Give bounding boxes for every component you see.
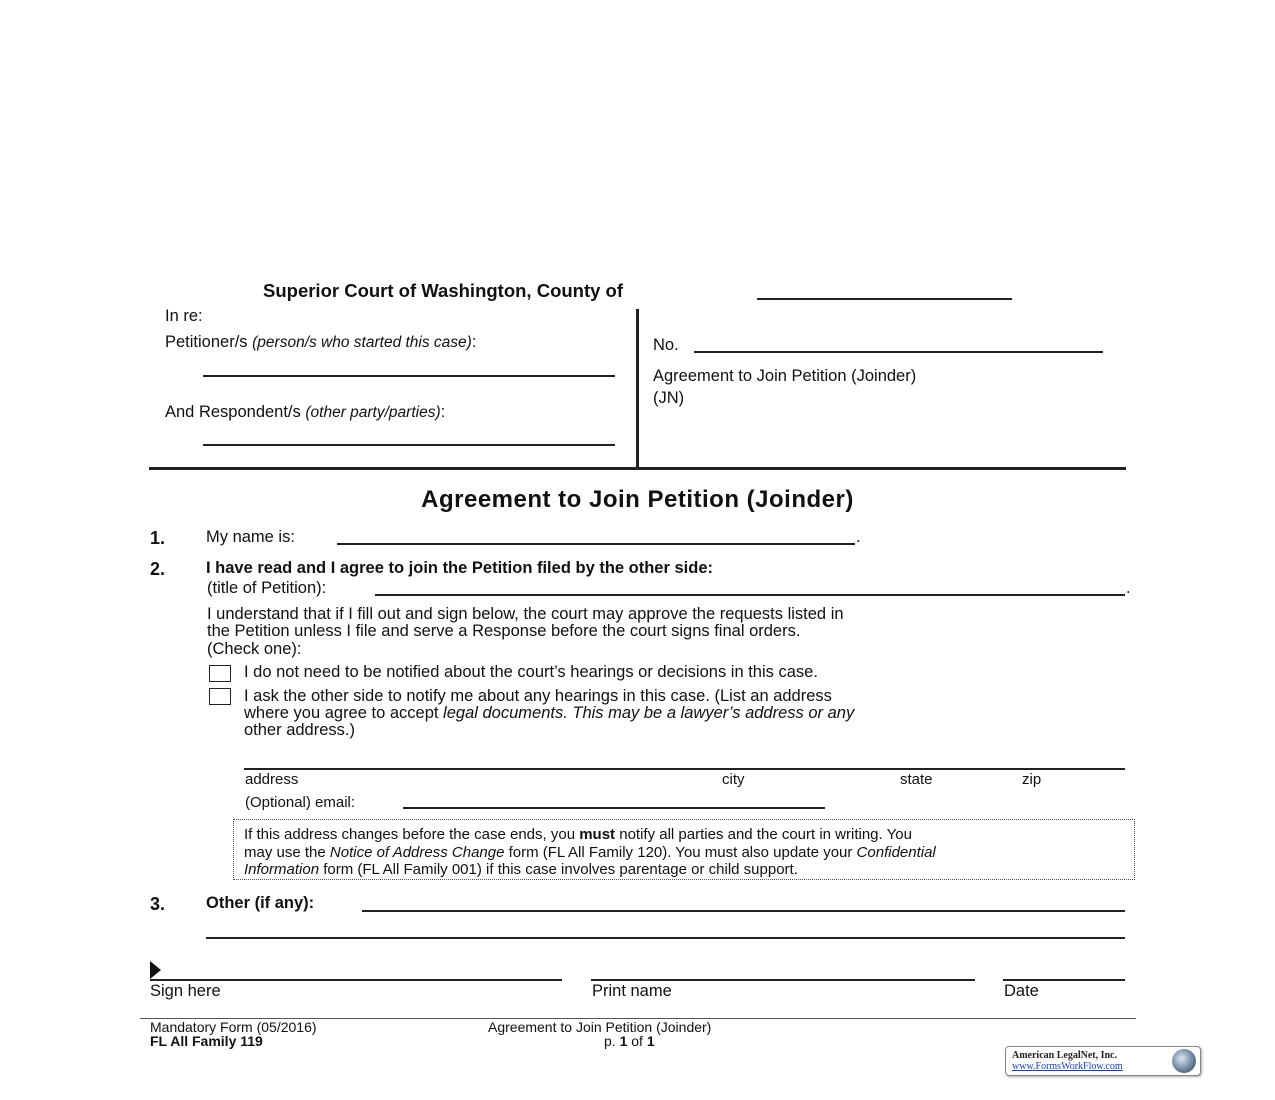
print-name-label: Print name [592,982,672,1000]
item3-number: 3. [150,894,166,914]
petitioner-label [165,334,476,351]
item2-number: 2. [150,559,166,579]
respondent-label [165,404,445,421]
address-change-notice [233,819,1135,880]
case-no-field[interactable] [694,351,1103,353]
address-label: address [245,771,299,788]
footer-page: p. 1 of 1 [604,1033,655,1049]
item3-label: Other (if any): [206,894,315,912]
footer-mandatory: Mandatory Form (05/2016) [150,1019,317,1035]
item2-period: . [1126,579,1131,597]
item1-label: My name is: [206,528,295,546]
email-label: (Optional) email: [245,794,356,811]
respondent-field[interactable] [203,444,615,446]
footer-form-id: FL All Family 119 [150,1033,263,1049]
caption-divider [636,309,639,469]
option2-line2-italic: legal documents. This may be a lawyer’s address or any [443,704,855,722]
main-title: Agreement to Join Petition (Joinder) [421,486,854,513]
date-label: Date [1004,982,1039,1000]
other-field-line2[interactable] [206,937,1125,939]
signature-field[interactable] [150,979,562,981]
option2-line1: I ask the other side to notify me about any hearings in this case. (List an address [244,687,832,705]
petitioner-field[interactable] [203,375,615,377]
court-title: Superior Court of Washington, County of [263,280,624,301]
city-label: city [722,771,745,788]
option1-text: I do not need to be notified about the court’s hearings or decisions in this case. [244,663,818,681]
understand-line1: I understand that if I fill out and sign below, the court may approve the requests listed in [207,605,844,623]
address-field[interactable] [244,768,1125,770]
colon: : [471,333,477,351]
date-field[interactable] [1003,979,1125,981]
option2-checkbox[interactable] [209,688,231,705]
county-field[interactable] [757,298,1012,300]
colon: : [440,403,446,421]
option2-line3: other address.) [244,721,355,739]
notice-text [244,826,936,879]
american-legalnet-logo[interactable] [1005,1046,1201,1076]
item2-heading: I have read and I agree to join the Petition filed by the other side: [206,559,714,577]
footer-title: Agreement to Join Petition (Joinder) [488,1019,712,1035]
notice-line1: If this address changes before the case ends, you must notify all parties and the court in writing. You [244,826,912,843]
doc-title-line1: Agreement to Join Petition (Joinder) [653,367,917,385]
check-one-label: (Check one): [207,640,302,658]
notice-line3: Information form (FL All Family 001) if this case involves parentage or child support. [244,861,798,878]
respondent-text: And Respondent/s [165,403,301,421]
logo-link[interactable]: www.FormsWorkFlow.com [1012,1061,1123,1072]
print-name-field[interactable] [591,979,975,981]
option1-checkbox[interactable] [209,665,231,682]
respondent-note: (other party/parties) [305,404,441,421]
case-no-label: No. [653,336,679,354]
doc-title-line2: (JN) [653,389,685,407]
other-field-line1[interactable] [362,910,1125,912]
globe-icon [1172,1049,1196,1073]
sign-here-label: Sign here [150,982,221,1000]
in-re-label: In re: [165,307,203,325]
zip-label: zip [1022,771,1042,788]
caption-bottom-rule [149,467,1126,470]
option2-line2-plain: where you agree to accept [244,704,444,722]
option2-line2 [244,705,854,722]
name-field[interactable] [337,543,855,545]
logo-company: American LegalNet, Inc. [1012,1050,1117,1061]
item1-number: 1. [150,528,166,548]
petition-title-label: (title of Petition): [207,579,327,597]
notice-line2: may use the Notice of Address Change form (FL All Family 120). You must also update your Confidential [244,843,936,861]
email-field[interactable] [403,807,825,809]
petitioner-note: (person/s who started this case) [252,334,472,351]
petitioner-text: Petitioner/s [165,333,248,351]
sign-here-arrow-icon [150,961,161,979]
state-label: state [900,771,933,788]
petition-title-field[interactable] [375,594,1125,596]
item1-period: . [856,528,861,546]
understand-line2: the Petition unless I file and serve a Response before the court signs final orders. [207,622,801,640]
